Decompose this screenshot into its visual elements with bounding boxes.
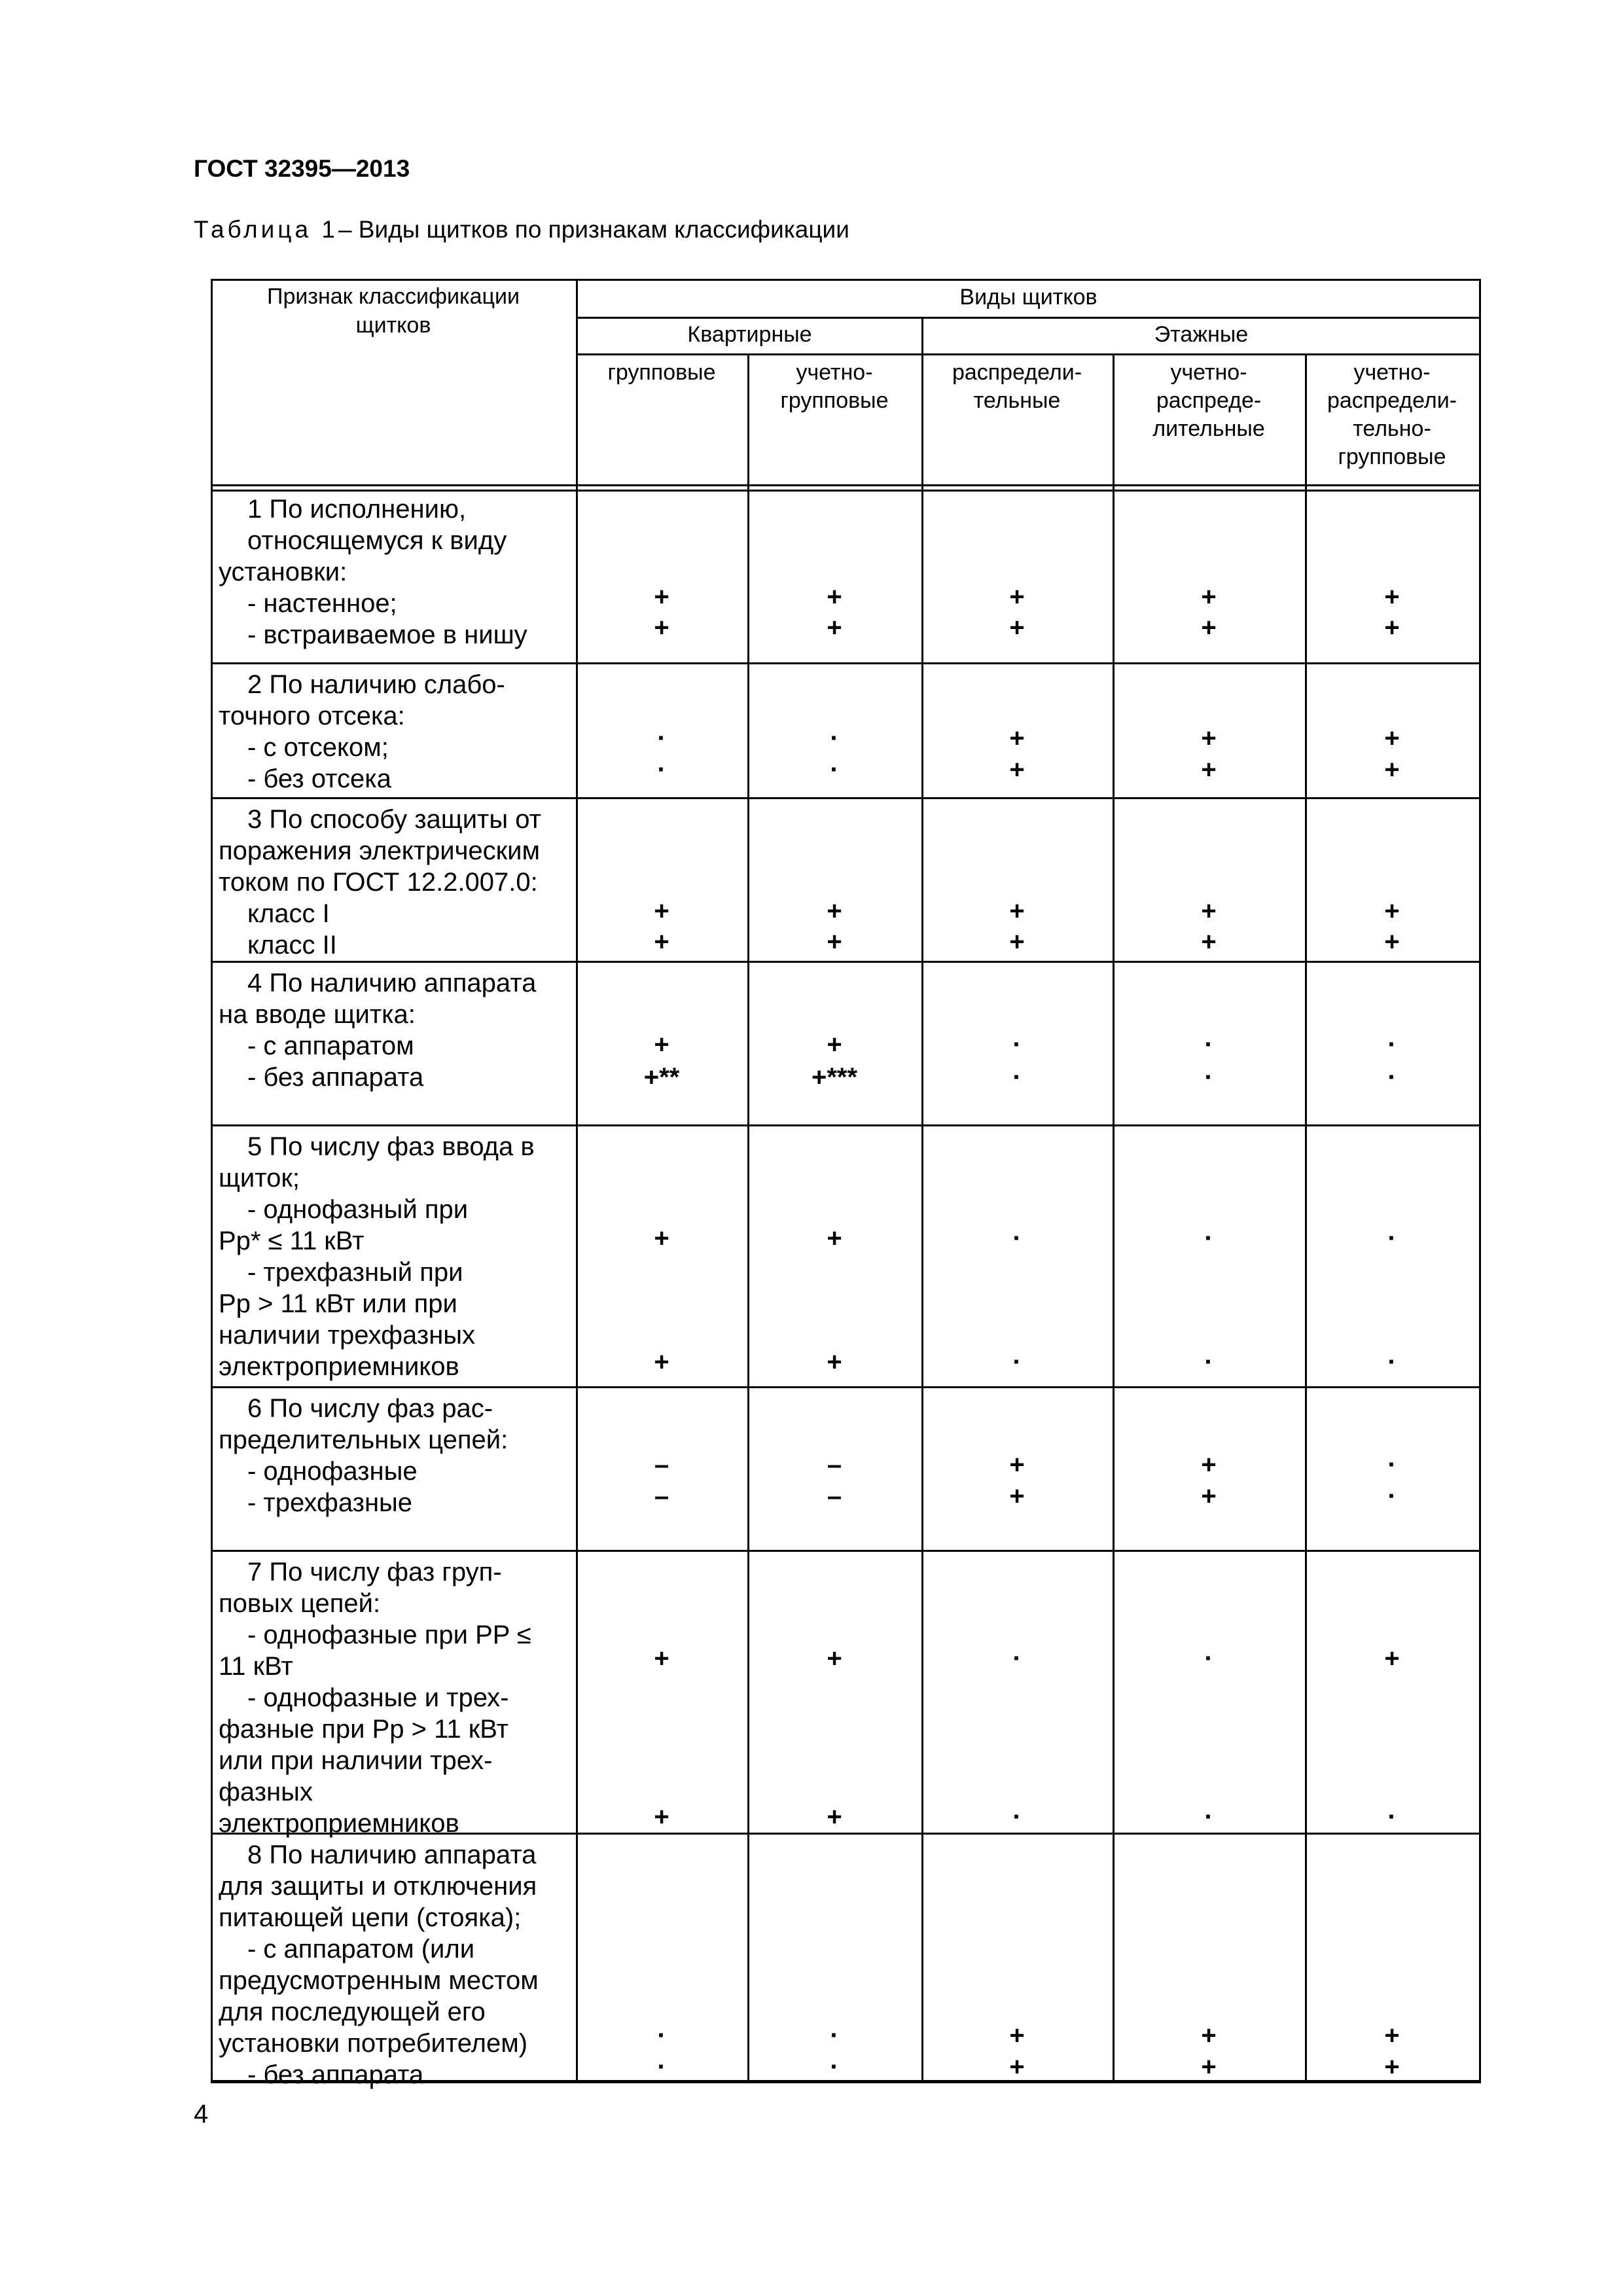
applicability-mark: +	[1009, 755, 1025, 784]
criterion-line: 8 По наличию аппарата	[247, 1840, 537, 1869]
table-caption-text: – Виды щитков по признакам классификации	[338, 216, 849, 243]
criterion-line: установки:	[219, 558, 348, 586]
criterion-line: фазных	[219, 1778, 313, 1806]
criterion-line: установки потребителем)	[219, 2029, 528, 2058]
criterion-line: 7 По числу фаз груп-	[247, 1558, 502, 1587]
criterion-line: - с отсеком;	[247, 733, 389, 762]
applicability-mark: ·	[1204, 1224, 1213, 1253]
header-column-5-line: тельно-	[1353, 416, 1431, 441]
applicability-mark: +	[1384, 583, 1400, 611]
applicability-mark: ·	[1204, 1803, 1213, 1831]
criterion-line: 6 По числу фаз рас-	[247, 1394, 493, 1423]
criterion-line: 3 По способу защиты от	[247, 805, 541, 834]
header-column-5-line: распредели-	[1327, 388, 1457, 413]
criterion-line: - трехфазные	[247, 1488, 413, 1517]
applicability-mark: ·	[1012, 1063, 1022, 1092]
criterion-cell	[219, 1131, 572, 1382]
document-standard-number: ГОСТ 32395—2013	[194, 155, 410, 182]
applicability-mark: ·	[1012, 1030, 1022, 1059]
applicability-mark: +	[827, 927, 842, 956]
criterion-line: повых цепей:	[219, 1589, 381, 1618]
criterion-line: электроприемников	[219, 1809, 459, 1838]
header-panel-types: Виды щитков	[959, 285, 1097, 310]
criterion-line: относящемуся к виду	[247, 526, 507, 555]
criterion-line: пределительных цепей:	[219, 1426, 508, 1454]
applicability-mark: ·	[1387, 1348, 1397, 1376]
applicability-mark: ·	[1387, 1030, 1397, 1059]
applicability-mark: +	[1201, 724, 1217, 753]
applicability-mark: ·	[830, 2053, 839, 2081]
applicability-mark: ·	[1012, 1348, 1022, 1376]
applicability-mark: ·	[1204, 1644, 1213, 1673]
criterion-line: на вводе щитка:	[219, 1000, 416, 1029]
applicability-mark: ·	[1387, 1803, 1397, 1831]
applicability-mark: +	[654, 613, 669, 642]
header-line-groups	[576, 353, 1479, 355]
criterion-line: - с аппаратом	[247, 1031, 414, 1060]
applicability-mark: +	[1201, 1450, 1217, 1479]
applicability-mark: +	[1384, 613, 1400, 642]
header-column-5-line: учетно-	[1353, 360, 1431, 385]
applicability-mark: ·	[1012, 1224, 1022, 1253]
applicability-mark: +	[1384, 755, 1400, 784]
header-line-types	[576, 317, 1479, 319]
criterion-line: - однофазные и трех-	[247, 1683, 509, 1712]
applicability-mark: +	[654, 927, 669, 956]
applicability-mark: ·	[1204, 1063, 1213, 1092]
applicability-mark: –	[654, 1482, 669, 1511]
applicability-mark: +	[654, 1030, 669, 1059]
applicability-mark: –	[827, 1482, 842, 1511]
applicability-mark: +	[1009, 1450, 1025, 1479]
applicability-mark: +	[1384, 724, 1400, 753]
applicability-mark: +	[827, 1030, 842, 1059]
criterion-line: или при наличии трех-	[219, 1746, 493, 1775]
header-criterion-line: щитков	[355, 313, 431, 338]
applicability-mark: +	[1201, 927, 1217, 956]
criterion-line: электроприемников	[219, 1352, 459, 1381]
criterion-line: 4 По наличию аппарата	[247, 969, 537, 997]
applicability-mark: ·	[657, 2053, 666, 2081]
criterion-line: - однофазный при	[247, 1195, 469, 1224]
column-divider	[576, 279, 578, 2083]
applicability-mark: +	[1201, 1482, 1217, 1511]
applicability-mark: ·	[1387, 1224, 1397, 1253]
applicability-mark: –	[827, 1450, 842, 1479]
column-divider	[921, 317, 923, 2083]
applicability-mark: +	[1009, 897, 1025, 925]
table-label: Таблица 1	[194, 216, 338, 243]
header-column-4-line: учетно-	[1170, 360, 1247, 385]
criterion-line: - настенное;	[247, 589, 397, 618]
header-column-2-line: учетно-	[796, 360, 873, 385]
header-criterion-line: Признак классификации	[267, 284, 520, 309]
header-column-3-line: тельные	[973, 388, 1061, 413]
criterion-line: 5 По числу фаз ввода в	[247, 1132, 535, 1161]
applicability-mark: ·	[657, 724, 666, 753]
criterion-cell	[219, 967, 572, 1093]
applicability-mark: +	[1384, 1644, 1400, 1673]
criterion-cell	[219, 804, 572, 961]
criterion-line: - встраиваемое в нишу	[247, 620, 527, 649]
applicability-mark: ·	[1387, 1063, 1397, 1092]
applicability-mark: +	[827, 1803, 842, 1831]
criterion-line: Pр > 11 кВт или при	[219, 1289, 457, 1318]
applicability-mark: +	[1009, 2021, 1025, 2050]
criterion-line: точного отсека:	[219, 702, 405, 730]
criterion-line: током по ГОСТ 12.2.007.0:	[219, 868, 538, 897]
criterion-line: для защиты и отключения	[219, 1872, 537, 1901]
header-column-2-line: групповые	[780, 388, 889, 413]
criterion-cell	[219, 669, 572, 795]
criterion-line: - однофазные	[247, 1457, 418, 1486]
applicability-mark: –	[654, 1450, 669, 1479]
criterion-line: питающей цепи (стояка);	[219, 1903, 522, 1932]
row-separator	[211, 961, 1479, 963]
applicability-mark: +	[1201, 2021, 1217, 2050]
table-border-right	[1479, 279, 1481, 2083]
applicability-mark: +	[1201, 897, 1217, 925]
criterion-cell	[219, 1393, 572, 1518]
criterion-line: предусмотренным местом	[219, 1966, 539, 1995]
applicability-mark: +	[1009, 927, 1025, 956]
header-column-4-line: лительные	[1152, 416, 1265, 441]
applicability-mark: +	[827, 583, 842, 611]
criterion-line: - трехфазный при	[247, 1258, 463, 1287]
applicability-mark: +	[654, 1348, 669, 1376]
applicability-mark: +	[1201, 583, 1217, 611]
applicability-mark: +	[1384, 2053, 1400, 2081]
applicability-mark: ·	[830, 755, 839, 784]
applicability-mark: ·	[830, 2021, 839, 2050]
criterion-line: для последующей его	[219, 1998, 486, 2026]
applicability-mark: ·	[1387, 1482, 1397, 1511]
applicability-mark: +	[1201, 2053, 1217, 2081]
criterion-line: - без аппарата	[247, 1063, 424, 1092]
applicability-mark: +	[1384, 897, 1400, 925]
header-line-bottom-2	[211, 490, 1479, 492]
applicability-mark: +**	[643, 1063, 680, 1092]
header-group-apartment: Квартирные	[687, 322, 812, 347]
applicability-mark: +	[654, 1224, 669, 1253]
applicability-mark: +	[1384, 2021, 1400, 2050]
row-separator	[211, 1550, 1479, 1552]
applicability-mark: ·	[1204, 1348, 1213, 1376]
row-separator	[211, 797, 1479, 799]
applicability-mark: +	[654, 1803, 669, 1831]
applicability-mark: +	[1201, 613, 1217, 642]
criterion-cell	[219, 1839, 572, 2090]
applicability-mark: +	[827, 897, 842, 925]
criterion-line: поражения электрическим	[219, 836, 541, 865]
criterion-line: - с аппаратом (или	[247, 1935, 475, 1964]
applicability-mark: ·	[1387, 1450, 1397, 1479]
criterion-cell	[219, 1556, 572, 1839]
criterion-line: класс II	[247, 931, 337, 960]
applicability-mark: ·	[1012, 1644, 1022, 1673]
column-divider	[1305, 353, 1307, 2083]
criterion-line: Pр* ≤ 11 кВт	[219, 1227, 365, 1255]
criterion-line: 1 По исполнению,	[247, 495, 467, 524]
applicability-mark: ·	[830, 724, 839, 753]
criterion-line: щиток;	[219, 1164, 300, 1193]
criterion-line: класс I	[247, 899, 330, 928]
applicability-mark: +	[827, 1224, 842, 1253]
applicability-mark: ·	[1012, 1803, 1022, 1831]
header-group-floor: Этажные	[1154, 322, 1249, 347]
applicability-mark: +	[654, 1644, 669, 1673]
applicability-mark: +	[654, 583, 669, 611]
applicability-mark: +	[1009, 2053, 1025, 2081]
page-number: 4	[194, 2100, 209, 2128]
criterion-line: - без отсека	[247, 764, 391, 793]
header-line-bottom-1	[211, 484, 1479, 486]
criterion-line: фазные при Pp > 11 кВт	[219, 1715, 508, 1744]
header-column-1-line: групповые	[607, 360, 716, 385]
applicability-mark: +	[1384, 927, 1400, 956]
header-column-3-line: распредели-	[952, 360, 1082, 385]
applicability-mark: +	[654, 897, 669, 925]
criterion-line: 11 кВт	[219, 1652, 293, 1681]
header-column-5-line: групповые	[1338, 444, 1446, 469]
header-column-4-line: распреде-	[1156, 388, 1262, 413]
applicability-mark: +	[1009, 1482, 1025, 1511]
applicability-mark: ·	[657, 755, 666, 784]
applicability-mark: +***	[811, 1063, 858, 1092]
criterion-line: наличии трехфазных	[219, 1321, 476, 1350]
row-separator	[211, 1124, 1479, 1126]
criterion-line: - однофазные при PP ≤	[247, 1621, 531, 1649]
criterion-line: - без аппарата	[247, 2060, 424, 2089]
table-border-top	[211, 279, 1479, 281]
applicability-mark: +	[1009, 583, 1025, 611]
criterion-cell	[219, 493, 572, 651]
applicability-mark: +	[827, 613, 842, 642]
column-divider	[747, 353, 749, 2083]
applicability-mark: +	[1009, 724, 1025, 753]
applicability-mark: +	[1201, 755, 1217, 784]
applicability-mark: ·	[657, 2021, 666, 2050]
table-border-left	[211, 279, 213, 2083]
column-divider	[1113, 353, 1115, 2083]
row-separator	[211, 1386, 1479, 1388]
applicability-mark: +	[827, 1644, 842, 1673]
applicability-mark: +	[1009, 613, 1025, 642]
applicability-mark: +	[827, 1348, 842, 1376]
applicability-mark: ·	[1204, 1030, 1213, 1059]
criterion-line: 2 По наличию слабо-	[247, 670, 505, 699]
row-separator	[211, 662, 1479, 664]
